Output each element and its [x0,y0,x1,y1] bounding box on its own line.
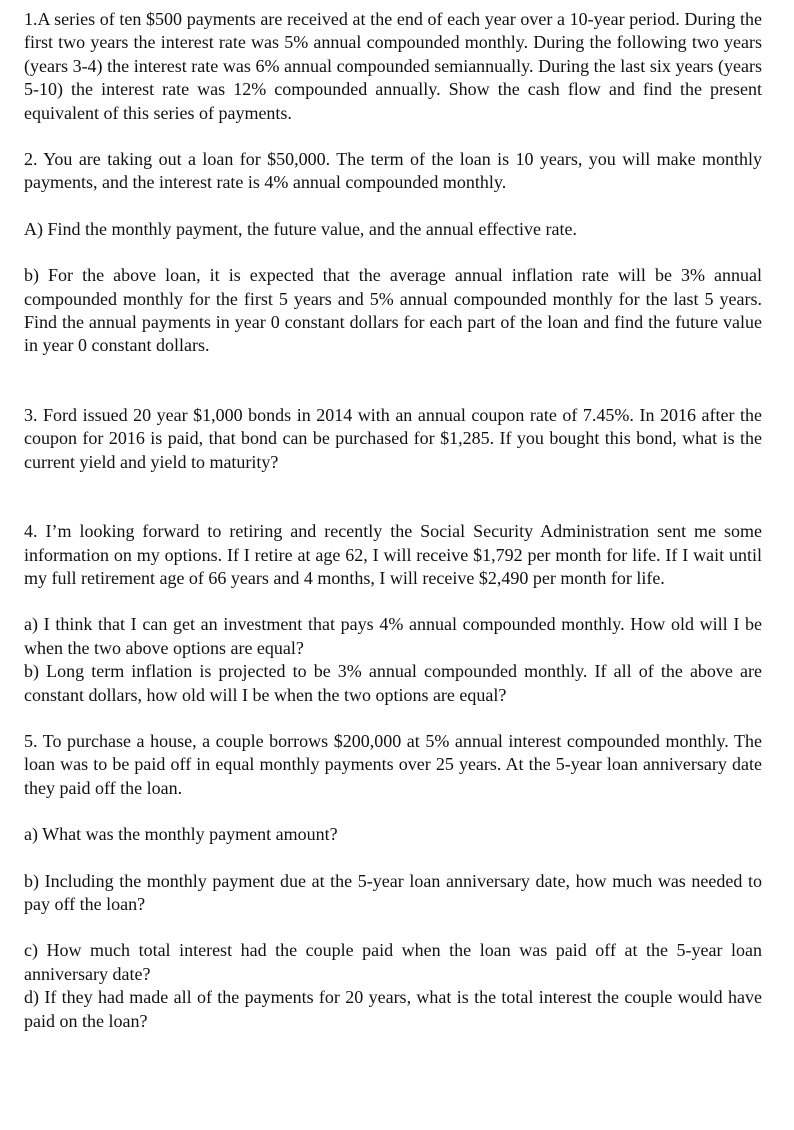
spacer [24,916,762,939]
question-3: 3. Ford issued 20 year $1,000 bonds in 2014 with an annual coupon rate of 7.45%. In 2016 after the coupon for 2016 is paid, that bond can be purchased for $1,285. If you bought this bond, what is the current yield and yield to maturity? [24,404,762,472]
spacer [24,474,762,520]
question-4-part-b: b) Long term inflation is projected to be 3% annual compounded monthly. If all of the above are constant dollars, how old will I be when the two options are equal? [24,661,762,705]
question-5-intro: 5. To purchase a house, a couple borrows $200,000 at 5% annual interest compounded monthly. The loan was to be paid off in equal monthly payments over 25 years. At the 5-year loan anniversary date they paid off the loan. [24,730,762,798]
spacer [24,590,762,613]
spacer [24,358,762,404]
spacer [24,800,762,823]
question-5-part-a: a) What was the monthly payment amount? [24,824,338,845]
spacer [24,125,762,148]
question-4-part-a: a) I think that I can get an investment that pays 4% annual compounded monthly. How old will I be when the two above options are equal? [24,614,762,658]
question-5-part-d: d) If they had made all of the payments for 20 years, what is the total interest the couple would have paid on the loan? [24,987,762,1031]
question-2-intro: 2. You are taking out a loan for $50,000. The term of the loan is 10 years, you will make monthly payments, and the interest rate is 4% annual compounded monthly. [24,149,762,193]
question-2-part-a: A) Find the monthly payment, the future value, and the annual effective rate. [24,218,577,239]
spacer [24,847,762,870]
question-5-part-c: c) How much total interest had the couple paid when the loan was paid off at the 5-year loan anniversary date? [24,940,762,984]
question-5-part-b: b) Including the monthly payment due at the 5-year loan anniversary date, how much was needed to pay off the loan? [24,870,762,914]
question-4-intro: 4. I’m looking forward to retiring and recently the Social Security Administration sent me some information on my options. If I retire at age 62, I will receive $1,792 per month for life. If I wait until my full retirement age of 66 years and 4 months, I will receive $2,490 per month for life. [24,521,762,588]
problem-set [24,8,762,1033]
spacer [24,241,762,264]
spacer [24,195,762,218]
spacer [24,707,762,730]
question-2-part-b: b) For the above loan, it is expected that the average annual inflation rate will be 3% annual compounded monthly for the first 5 years and 5% annual compounded monthly for the last 5 years. Find the annual payments in year 0 constant dollars for each part of the loan and find the future value in year 0 constant dollars. [24,265,762,356]
question-1: 1.A series of ten $500 payments are received at the end of each year over a 10-year period. During the first two years the interest rate was 5% annual compounded monthly. During the following two years (years 3-4) the interest rate was 6% annual compounded semiannually. During the last six years (years 5-10) the interest rate was 12% compounded annually. Show the cash flow and find the present equivalent of this series of payments. [24,9,762,123]
